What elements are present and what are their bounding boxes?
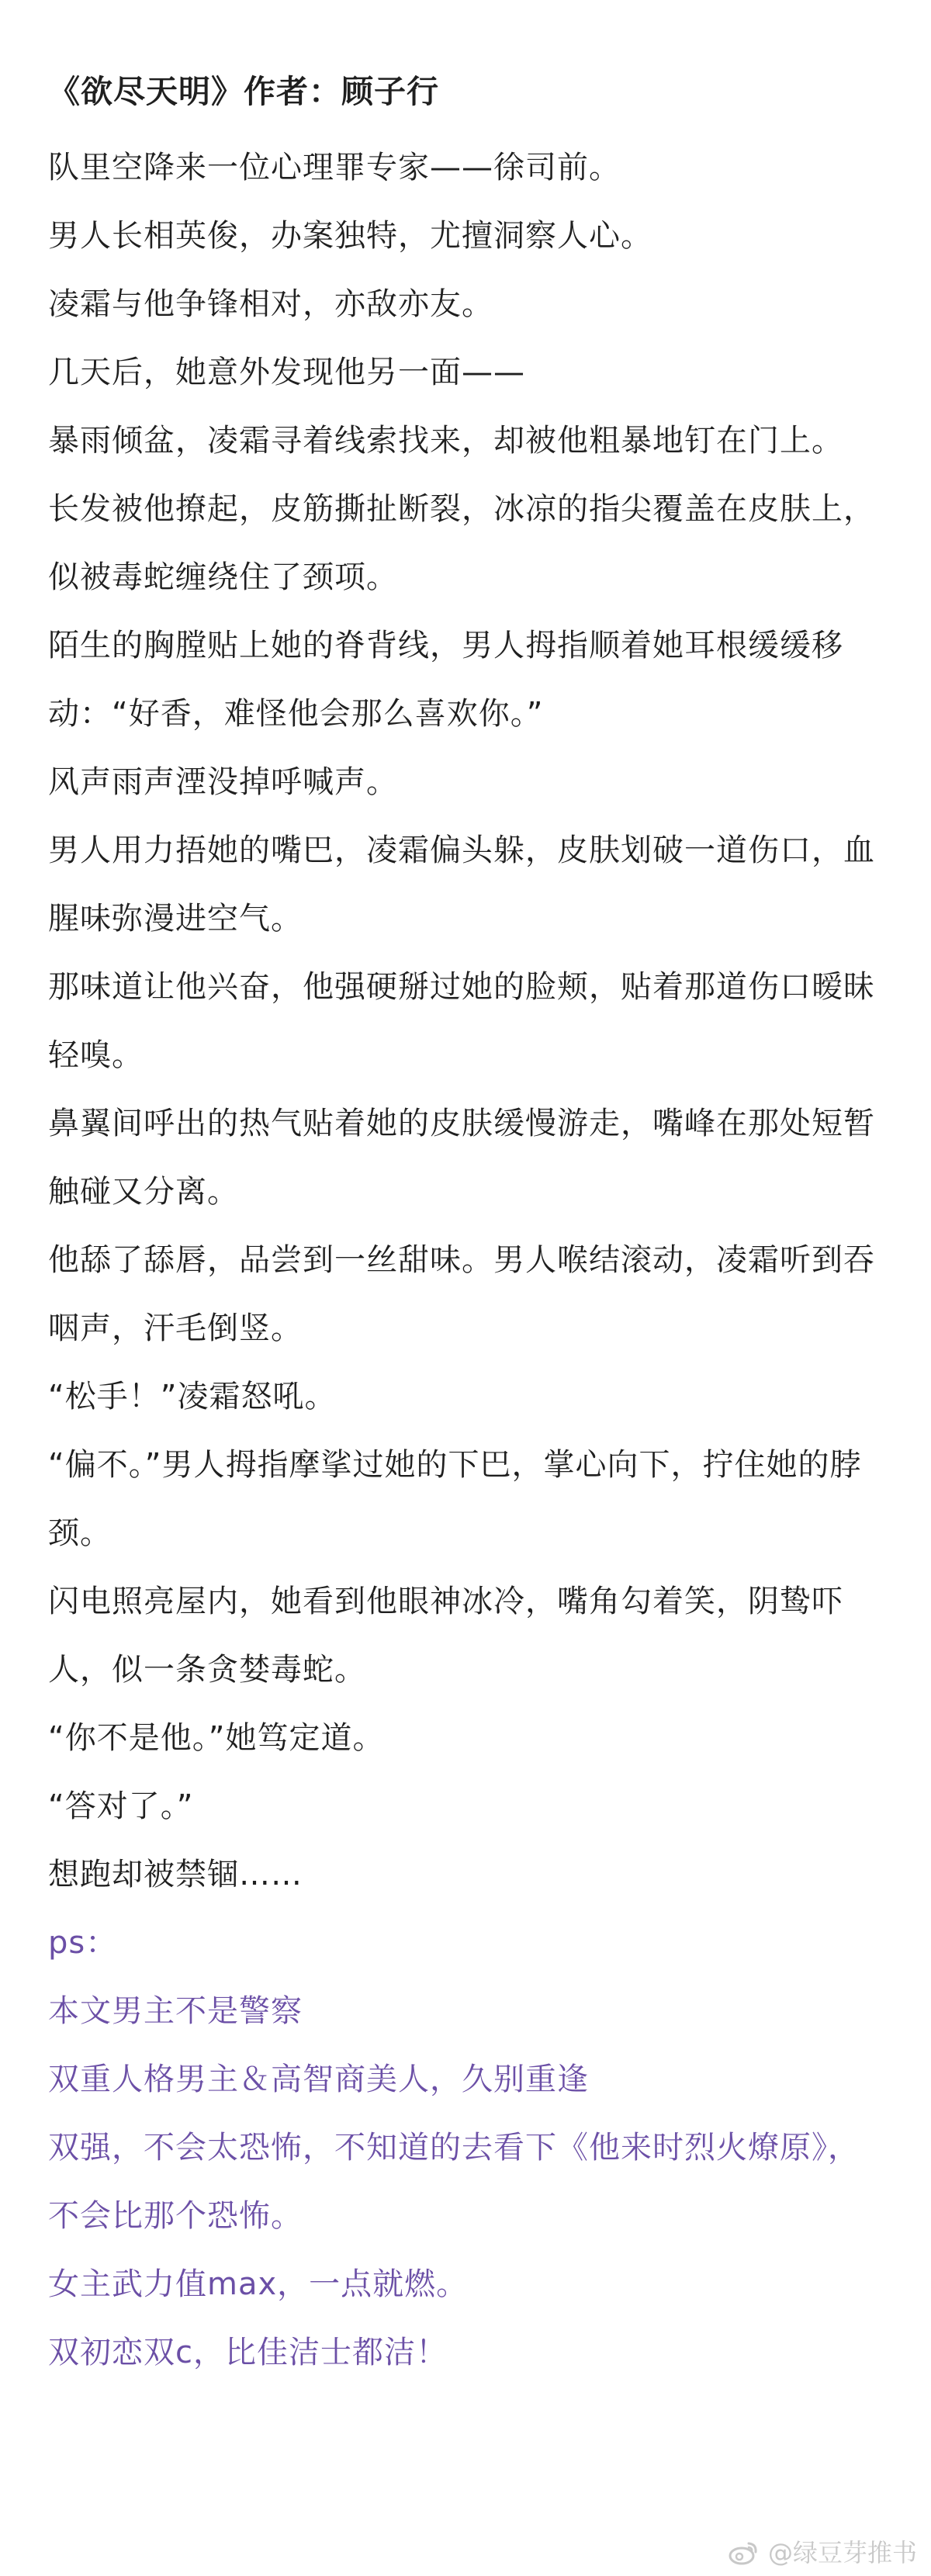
author-note: ps： <box>48 1925 118 1961</box>
story-paragraph: 陌生的胸膛贴上她的脊背线，男人拇指顺着她耳根缓缓移动：“好香，难怪他会那么喜欢你。” <box>48 628 843 732</box>
author-note: 女主武力值max，一点就燃。 <box>48 2266 469 2302</box>
story-paragraph: 鼻翼间呼出的热气贴着她的皮肤缓慢游走，嘴峰在那处短暂触碰又分离。 <box>48 1106 875 1210</box>
story-paragraph: 想跑却被禁锢…… <box>48 1857 303 1892</box>
book-title: 《欲尽天明》作者：顾子行 <box>48 73 439 110</box>
story-paragraph: “松手！”凌霜怒吼。 <box>48 1379 337 1414</box>
author-note: 本文男主不是警察 <box>48 1993 303 2029</box>
story-paragraph: 暴雨倾盆，凌霜寻着线索找来，却被他粗暴地钉在门上。 <box>48 423 843 459</box>
watermark <box>728 2537 917 2568</box>
story-paragraph: “偏不。”男人拇指摩挲过她的下巴，掌心向下，拧住她的脖颈。 <box>48 1447 862 1551</box>
watermark-text: @绿豆芽推书 <box>767 2538 917 2567</box>
author-note: 双重人格男主＆高智商美人，久别重逢 <box>48 2062 589 2097</box>
story-paragraph: “答对了。” <box>48 1788 194 1824</box>
story-paragraph: 几天后，她意外发现他另一面—— <box>48 355 525 390</box>
story-paragraph: 队里空降来一位心理罪专家——徐司前。 <box>48 150 621 185</box>
story-paragraph: 凌霜与他争锋相对，亦敌亦友。 <box>48 286 493 322</box>
story-paragraph: 闪电照亮屋内，她看到他眼神冰冷，嘴角勾着笑，阴鸷吓人，似一条贪婪毒蛇。 <box>48 1584 843 1688</box>
story-paragraph: 男人用力捂她的嘴巴，凌霜偏头躲，皮肤划破一道伤口，血腥味弥漫进空气。 <box>48 833 875 937</box>
story-paragraph: “你不是他。”她笃定道。 <box>48 1720 385 1756</box>
story-paragraph: 他舔了舔唇，品尝到一丝甜味。男人喉结滚动，凌霜听到吞咽声，汗毛倒竖。 <box>48 1242 875 1346</box>
story-paragraph: 男人长相英俊，办案独特，尤擅洞察人心。 <box>48 218 652 254</box>
weibo-icon <box>728 2540 760 2566</box>
story-paragraph: 长发被他撩起，皮筋撕扯断裂，冰凉的指尖覆盖在皮肤上，似被毒蛇缠绕住了颈项。 <box>48 491 875 595</box>
story-paragraph: 那味道让他兴奋，他强硬掰过她的脸颊，贴着那道伤口暧昧轻嗅。 <box>48 969 875 1073</box>
author-note: 双强，不会太恐怖，不知道的去看下《他来时烈火燎原》，不会比那个恐怖。 <box>48 2130 860 2234</box>
article-body <box>48 67 886 2387</box>
story-paragraph: 风声雨声湮没掉呼喊声。 <box>48 764 398 800</box>
author-note: 双初恋双c，比佳洁士都洁！ <box>48 2335 448 2370</box>
